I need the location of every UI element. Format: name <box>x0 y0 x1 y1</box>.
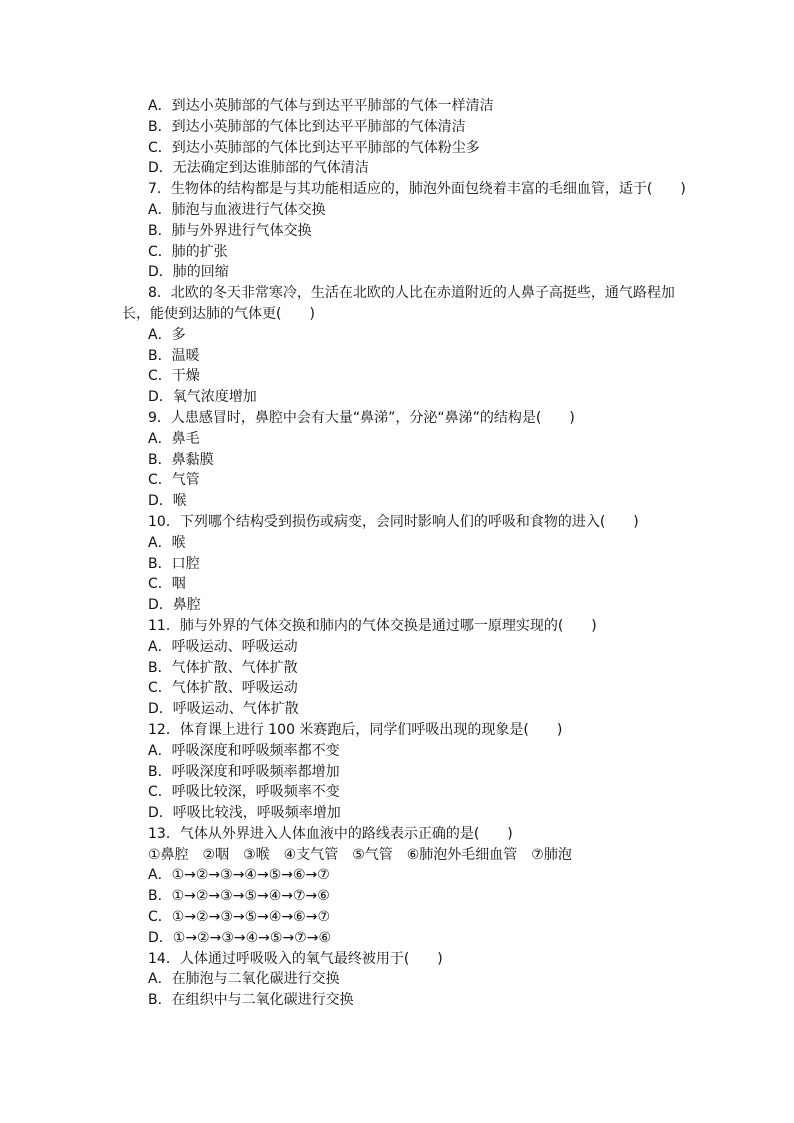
answer-option-line: C．肺的扩张 <box>148 243 228 260</box>
answer-option-line: ①鼻腔 ②咽 ③喉 ④支气管 ⑤气管 ⑥肺泡外毛细血管 ⑦肺泡 <box>148 846 572 863</box>
question-line: 10．下列哪个结构受到损伤或病变，会同时影响人们的呼吸和食物的进入( ) <box>148 513 639 530</box>
question-line: 14．人体通过呼吸吸入的氧气最终被用于( ) <box>148 950 443 967</box>
answer-option-line: C．呼吸比较深，呼吸频率不变 <box>148 784 340 801</box>
answer-option-line: D．喉 <box>148 493 187 510</box>
question-line: 9．人患感冒时，鼻腔中会有大量“鼻涕”，分泌“鼻涕”的结构是( ) <box>148 409 575 426</box>
answer-option-line: C．到达小英肺部的气体比到达平平肺部的气体粉尘多 <box>148 139 480 156</box>
answer-option-line: D．呼吸比较浅，呼吸频率增加 <box>148 805 341 822</box>
answer-option-line: B．口腔 <box>148 555 200 572</box>
question-text-block <box>122 96 686 1011</box>
answer-option-line: B．到达小英肺部的气体比到达平平肺部的气体清洁 <box>148 118 466 135</box>
question-line: 8．北欧的冬天非常寒冷，生活在北欧的人比在赤道附近的人鼻子高挺些，通气路程加 <box>148 285 675 302</box>
question-line: 12．体育课上进行 100 米赛跑后，同学们呼吸出现的现象是( ) <box>148 721 563 738</box>
answer-option-line: C．气管 <box>148 472 200 489</box>
answer-option-line: C．干燥 <box>148 368 200 385</box>
answer-option-line: D．呼吸运动、气体扩散 <box>148 701 299 718</box>
answer-option-line: C．咽 <box>148 576 186 593</box>
answer-option-line: B．肺与外界进行气体交换 <box>148 222 312 239</box>
answer-option-line: B．气体扩散、气体扩散 <box>148 659 298 676</box>
answer-option-line: A．多 <box>148 326 186 343</box>
answer-option-line: A．呼吸深度和呼吸频率都不变 <box>148 742 340 759</box>
answer-option-line: A．肺泡与血液进行气体交换 <box>148 201 326 218</box>
question-continuation-line: 长，能使到达肺的气体更( ) <box>122 305 315 322</box>
answer-option-line: B．①→②→③→⑤→④→⑦→⑥ <box>148 888 330 905</box>
answer-option-line: C．①→②→③→⑤→④→⑥→⑦ <box>148 909 331 926</box>
answer-option-line: B．在组织中与二氧化碳进行交换 <box>148 992 354 1009</box>
answer-option-line: B．呼吸深度和呼吸频率都增加 <box>148 763 340 780</box>
answer-option-line: D．鼻腔 <box>148 597 201 614</box>
answer-option-line: A．①→②→③→④→⑤→⑥→⑦ <box>148 867 330 884</box>
answer-option-line: A．呼吸运动、呼吸运动 <box>148 638 298 655</box>
answer-option-line: D．肺的回缩 <box>148 264 229 281</box>
answer-option-line: D．氧气浓度增加 <box>148 389 257 406</box>
answer-option-line: D．①→②→③→④→⑤→⑦→⑥ <box>148 929 332 946</box>
question-line: 7．生物体的结构都是与其功能相适应的，肺泡外面包绕着丰富的毛细血管，适于( ) <box>148 181 686 198</box>
answer-option-line: B．鼻黏膜 <box>148 451 214 468</box>
question-line: 11．肺与外界的气体交换和肺内的气体交换是通过哪一原理实现的( ) <box>148 617 597 634</box>
question-line: 13．气体从外界进入人体血液中的路线表示正确的是( ) <box>148 825 513 842</box>
answer-option-line: A．鼻毛 <box>148 430 200 447</box>
answer-option-line: A．在肺泡与二氧化碳进行交换 <box>148 971 340 988</box>
answer-option-line: B．温暖 <box>148 347 200 364</box>
answer-option-line: D．无法确定到达谁肺部的气体清洁 <box>148 160 369 177</box>
answer-option-line: A．到达小英肺部的气体与到达平平肺部的气体一样清洁 <box>148 98 494 114</box>
answer-option-line: C．气体扩散、呼吸运动 <box>148 680 298 697</box>
answer-option-line: A．喉 <box>148 534 186 551</box>
